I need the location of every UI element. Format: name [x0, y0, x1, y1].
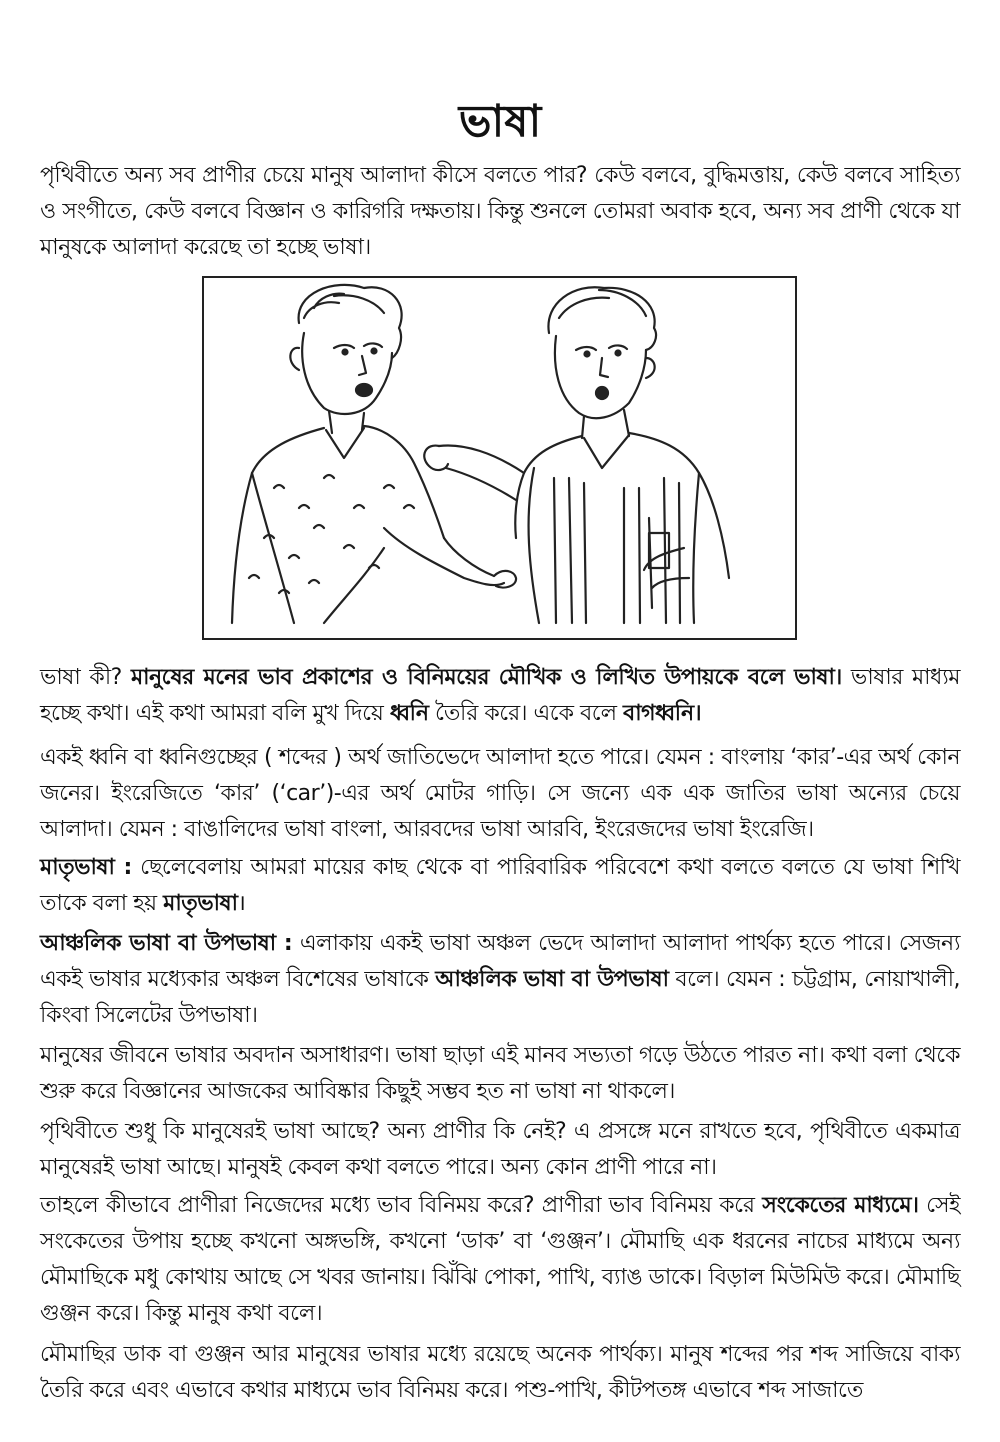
word-meaning-paragraph: একই ধ্বনি বা ধ্বনিগুচ্ছের ( শব্দের ) অর্থ জাতিভেদে আলাদা হতে পারে। যেমন : বাংলায় ‘কার’-এর অর্থ কোন জনের। ইংরেজিতে ‘কার’ (‘car’)-এর অর্থ মোটর গাড়ি। সে জন্যে এক এক জাতির ভাষা অন্যের চেয়ে আলাদা। যেমন : বাঙালিদের ভাষা বাংলা, আরবদের ভাষা আরবি, ইংরেজদের ভাষা ইংরেজি।	[40, 745, 960, 842]
mother-tongue-text-1: ছেলেবেলায় আমরা মায়ের কাছ থেকে বা পারিবারিক পরিবেশে কথা বলতে বলতে যে ভাষা শিখি তাকে বলা হয়	[40, 855, 961, 916]
only-humans-paragraph: পৃথিবীতে শুধু কি মানুষেরই ভাষা আছে? অন্য প্রাণীর কি নেই? এ প্রসঙ্গে মনে রাখতে হবে, পৃথিবীতে একমাত্র মানুষেরই ভাষা আছে। মানুষই কেবল কথা বলতে পারে। অন্য কোন প্রাণী পারে না।	[40, 1119, 960, 1180]
definition-paragraph	[40, 660, 960, 732]
last-paragraph: মৌমাছির ডাক বা গুঞ্জন আর মানুষের ভাষার মধ্যে রয়েছে অনেক পার্থক্য। মানুষ শব্দের পর শব্দ সাজিয়ে বাক্য তৈরি করে এবং এভাবে কথার মাধ্যমে ভাব বিনিময় করে। পশু-পাখি, কীটপতঙ্গ এভাবে শব্দ সাজাতে	[40, 1342, 960, 1403]
dhwani-term: ধ্বনি	[389, 701, 429, 726]
mother-tongue-paragraph	[40, 850, 960, 922]
dialect-heading: আঞ্চলিক ভাষা বা উপভাষা :	[40, 931, 293, 956]
definition-text-2: তৈরি করে। একে বলে	[428, 701, 623, 726]
mother-tongue-heading: মাতৃভাষা :	[40, 855, 132, 880]
definition-question: ভাষা কী?	[40, 665, 122, 690]
dialect-paragraph	[40, 926, 960, 1034]
illustration-drawing	[204, 278, 795, 638]
bagdhwani-term: বাগধ্বনি।	[622, 701, 702, 726]
contribution-paragraph: মানুষের জীবনে ভাষার অবদান অসাধারণ। ভাষা ছাড়া এই মানব সভ্যতা গড়ে উঠতে পারত না। কথা বলা থেকে শুরু করে বিজ্ঞানের আজকের আবিষ্কার কিছুই সম্ভব হত না ভাষা না থাকলে।	[40, 1043, 960, 1104]
signals-term: সংকেতের মাধ্যমে।	[762, 1193, 919, 1218]
page-title: ভাষা	[458, 96, 542, 147]
signals-paragraph	[40, 1188, 960, 1332]
illustration-two-boys-talking	[202, 276, 797, 640]
signals-text-1: তাহলে কীভাবে প্রাণীরা নিজেদের মধ্যে ভাব বিনিময় করে? প্রাণীরা ভাব বিনিময় করে	[40, 1193, 763, 1218]
intro-paragraph: পৃথিবীতে অন্য সব প্রাণীর চেয়ে মানুষ আলাদা কীসে বলতে পার? কেউ বলবে, বুদ্ধিমত্তায়, কেউ বলবে সাহিত্য ও সংগীতে, কেউ বলবে বিজ্ঞান ও কারিগরি দক্ষতায়। কিন্তু শুনলে তোমরা অবাক হবে, অন্য সব প্রাণী থেকে যা মানুষকে আলাদা করেছে তা হচ্ছে ভাষা।	[40, 163, 960, 260]
dialect-text-2: বলে। যেমন : চট্টগ্রাম, নোয়াখালী, কিংবা সিলেটের উপভাষা।	[40, 967, 960, 1028]
mother-tongue-text-2: ।	[237, 891, 246, 916]
definition-bold: মানুষের মনের ভাব প্রকাশের ও বিনিময়ের মৌখিক ও লিখিত উপায়কে বলে ভাষা।	[130, 665, 842, 690]
dialect-text-1: এলাকায় একই ভাষা অঞ্চল ভেদে আলাদা আলাদা পার্থক্য হতে পারে। সেজন্য একই ভাষার মধ্যেকার অঞ্চল বিশেষের ভাষাকে	[40, 931, 960, 992]
definition-text-1: ভাষার মাধ্যম হচ্ছে কথা। এই কথা আমরা বলি মুখ দিয়ে	[40, 665, 960, 726]
mother-tongue-term: মাতৃভাষা	[163, 891, 238, 916]
dialect-term: আঞ্চলিক ভাষা বা উপভাষা	[435, 967, 669, 992]
signals-text-2: সেই সংকেতের উপায় হচ্ছে কখনো অঙ্গভঙ্গি, কখনো ‘ডাক’ বা ‘গুঞ্জন’। মৌমাছি এক ধরনের নাচের মাধ্যমে অন্য মৌমাছিকে মধু কোথায় আছে সে খবর জানায়। ঝিঁঝি পোকা, পাখি, ব্যাঙ ডাকে। বিড়াল মিউমিউ করে। মৌমাছি গুঞ্জন করে। কিন্তু মানুষ কথা বলে।	[40, 1193, 960, 1326]
